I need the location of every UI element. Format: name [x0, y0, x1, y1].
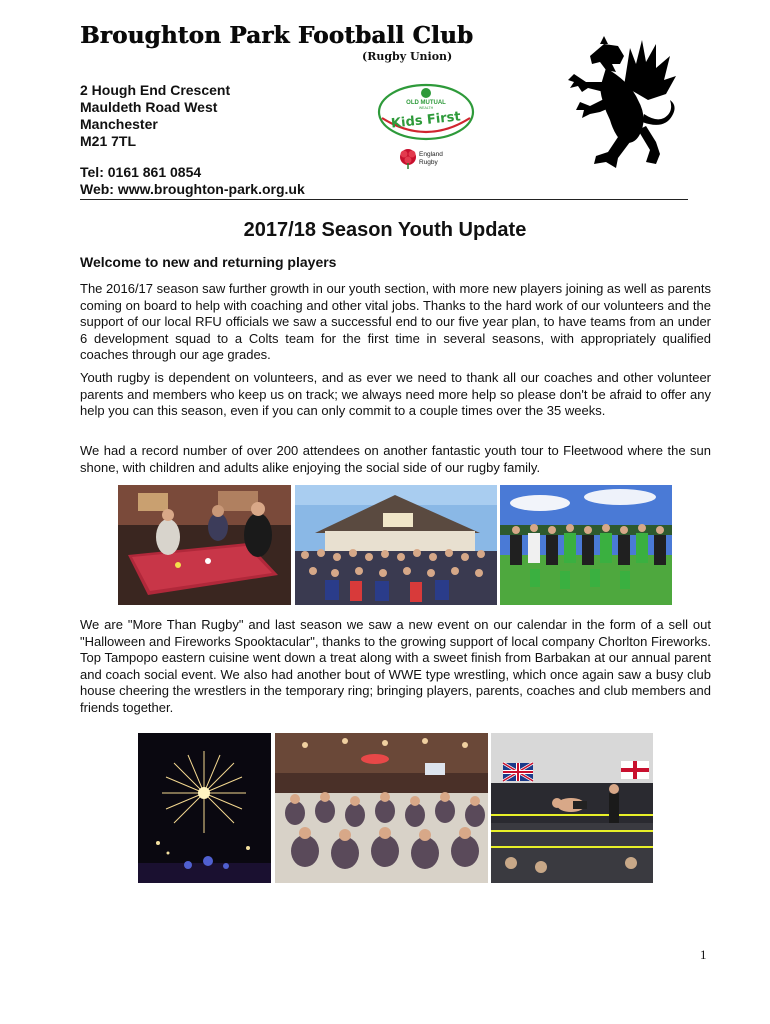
- kids-first-top-text: OLD MUTUAL: [406, 100, 446, 106]
- address-line: 2 Hough End Crescent: [80, 82, 231, 98]
- photo-fireworks: [138, 733, 271, 883]
- england-text: England: [419, 151, 443, 158]
- club-address: [80, 82, 230, 150]
- club-contact: [80, 164, 305, 198]
- photo-group-clubhouse: [295, 485, 497, 605]
- address-line: M21 7TL: [80, 133, 137, 149]
- photo-social-event: [275, 733, 488, 883]
- header-divider: [80, 199, 688, 200]
- address-line: Mauldeth Road West: [80, 99, 218, 115]
- website: Web: www.broughton-park.org.uk: [80, 181, 305, 197]
- paragraph: The 2016/17 season saw further growth in our youth section, with more new players joining as well as parents coming on board to help with coaching and other vital jobs. Thanks to the hard work of our volunteers and the support of our local RFU officials we saw a successful end to our five year plan, to have teams from an under 6 development squad to a Colts team for the first time in several seasons, with appropriately qualified coaches through our age grades.: [80, 281, 711, 362]
- kids-first-main-text: Kids First: [390, 109, 462, 132]
- club-subtitle: (Rugby Union): [362, 50, 453, 63]
- club-name: Broughton Park Football Club: [80, 22, 474, 49]
- photo-pool-table: [118, 485, 291, 605]
- griffin-crest-icon: [560, 34, 680, 174]
- kids-first-logo: [376, 82, 476, 142]
- photo-wrestling: [491, 733, 653, 883]
- photo-team-field: [500, 485, 672, 605]
- article-title: 2017/18 Season Youth Update: [243, 219, 527, 241]
- page-number: 1: [700, 947, 707, 962]
- rugby-text: Rugby: [419, 159, 438, 166]
- section-heading: Welcome to new and returning players: [80, 254, 337, 270]
- paragraph: Youth rugby is dependent on volunteers, and as ever we need to thank all our coaches and other volunteer parents and members who keep us on track; we always need more help so please don't be afraid to offer any help you can this season, even if you can only commit to a couple times over the 35 weeks.: [80, 370, 711, 418]
- address-line: Manchester: [80, 116, 158, 132]
- kids-first-small-text: WEALTH: [418, 106, 434, 110]
- paragraph: We had a record number of over 200 attendees on another fantastic youth tour to Fleetwood where the sun shone, with children and adults alike enjoying the social side of our rugby family.: [80, 443, 711, 475]
- england-rugby-logo: [398, 144, 452, 170]
- telephone: Tel: 0161 861 0854: [80, 164, 202, 180]
- paragraph: We are "More Than Rugby" and last season we saw a new event on our calendar in the form of a sell out "Halloween and Fireworks Spooktacular", thanks to the growing support of local company Chorlton Fireworks. Top Tampopo eastern cuisine went down a treat along with a sweet finish from Barbakan at our annual parent and coach social event. We also had another bout of WWE type wrestling, which once again saw a busy club house cheering the wrestlers in the temporary ring; bringing players, parents, coaches and club members and friends together.: [80, 617, 711, 715]
